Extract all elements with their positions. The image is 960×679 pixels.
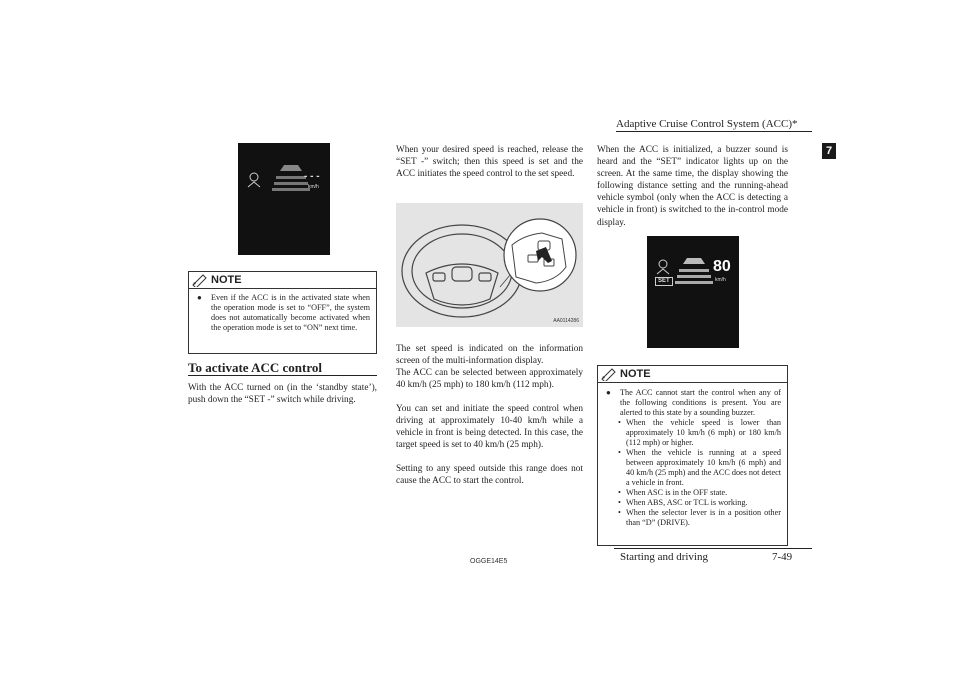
bullet-icon: ● (197, 293, 202, 302)
footer-section: Starting and driving (620, 551, 708, 563)
list-item: • When the selector lever is in a position other than “D” (DRIVE). (618, 508, 781, 528)
note-header (598, 366, 787, 383)
note-pencil-icon (191, 273, 209, 287)
standby-display-graphic (238, 143, 330, 255)
note-item: ● The ACC cannot start the control when any of the following conditions is present. You are alerted to this state by a sounding buzzer. (606, 388, 781, 417)
set-indicator: SET (655, 277, 673, 286)
low-speed-paragraph: You can set and initiate the speed control when driving at approximately 10-40 km/h while a vehicle in front is being detected. In this case, the target speed is set to 40 km/h (25 mph). (396, 404, 583, 451)
list-item: • When the vehicle speed is lower than approximately 10 km/h (6 mph) or 180 km/h (112 mph) or higher. (618, 418, 781, 448)
steering-wheel-figure (396, 203, 583, 327)
note-title: NOTE (211, 274, 242, 286)
speed-value: 80 (713, 258, 731, 275)
bullet-icon: ● (606, 388, 611, 397)
range-paragraph: The ACC can be selected between approximately 40 km/h (25 mph) to 180 km/h (112 mph). (396, 368, 583, 391)
page-number: 7-49 (772, 551, 793, 563)
chapter-tab: 7 (822, 143, 836, 159)
display-standby (238, 143, 330, 255)
speed-unit: km/h (715, 277, 726, 283)
initialized-paragraph: When the ACC is initialized, a buzzer sound is heard and the “SET” indicator lights up on the screen. At the same time, the display showing the following distance setting and the running-ahead vehicle symbol (only when the ACC is detecting a vehicle in front) is switched to the in-control mode display. (597, 145, 788, 228)
note-title: NOTE (620, 368, 651, 380)
section-heading: To activate ACC control (188, 360, 322, 375)
list-item: • When the vehicle is running at a speed between approximately 10 km/h (6 mph) and 40 km/h (25 mph) and the ACC does not detect a vehicle in front. (618, 448, 781, 488)
list-item: • When ASC is in the OFF state. (618, 488, 781, 498)
section-title: Adaptive Cruise Control System (ACC)* (616, 118, 798, 130)
steering-wheel-illustration (396, 203, 583, 327)
heading-rule (188, 375, 377, 376)
note-box-2 (597, 365, 788, 546)
in-control-display-graphic (647, 236, 739, 348)
footer-code: OGGE14E5 (470, 558, 508, 565)
note-pencil-icon (600, 367, 618, 381)
note-item: ● Even if the ACC is in the activated state when the operation mode is set to “OFF”, the system does not automatically become activated when the operation mode is set to “ON” next time. (197, 293, 370, 332)
car-icon (280, 165, 302, 171)
speed-dashes: - - - (304, 171, 320, 182)
figure-code: AA0114286 (553, 318, 579, 324)
display-in-control (647, 236, 739, 348)
speed-unit: km/h (308, 184, 319, 190)
header-rule (616, 131, 812, 132)
info-paragraph: The set speed is indicated on the information screen of the multi-information display. (396, 344, 583, 367)
car-icon (683, 258, 705, 264)
outside-range-paragraph: Setting to any speed outside this range does not cause the ACC to start the control. (396, 464, 583, 487)
footer-rule (614, 548, 812, 549)
activate-paragraph: With the ACC turned on (in the ‘standby state’), push down the “SET -” switch while driving. (188, 383, 377, 406)
note-header (189, 272, 376, 289)
list-item: • When ABS, ASC or TCL is working. (618, 498, 781, 508)
release-paragraph: When your desired speed is reached, release the “SET -” switch; then this speed is set and the ACC initiates the speed control to the set speed. (396, 145, 583, 180)
note-box-1 (188, 271, 377, 354)
